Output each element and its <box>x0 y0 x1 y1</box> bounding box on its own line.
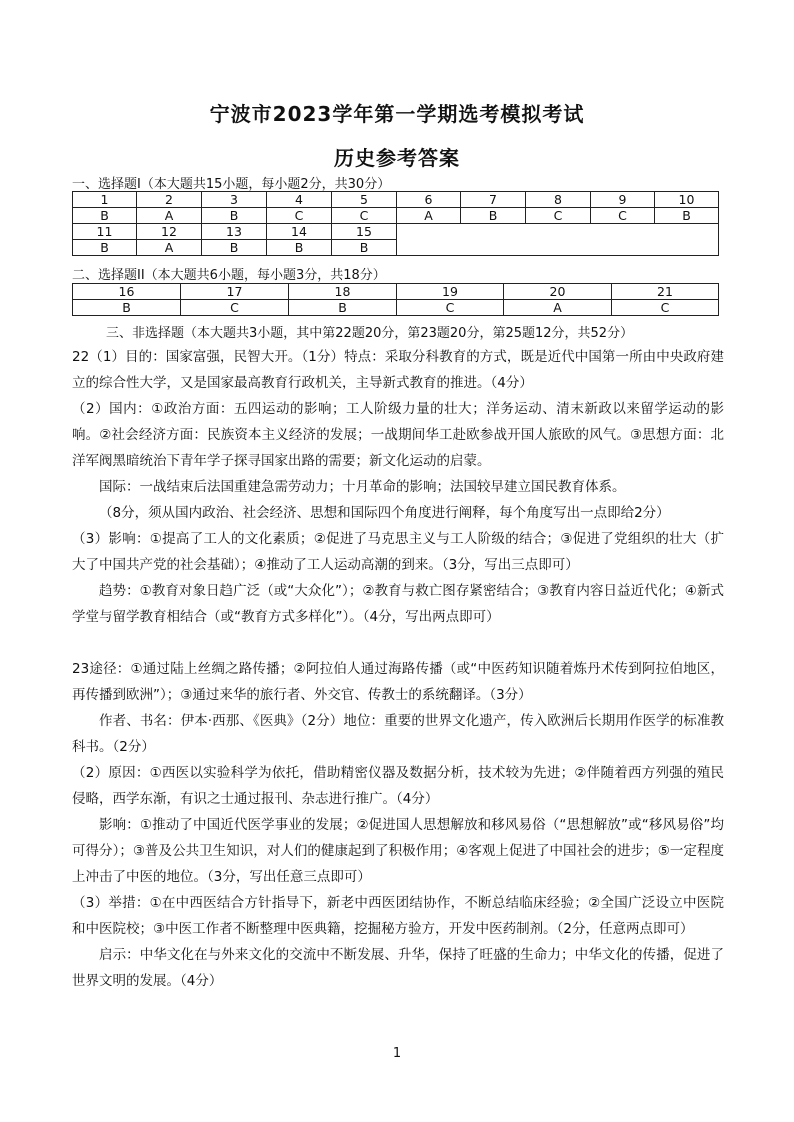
answer-cell: A <box>137 240 202 256</box>
table-row <box>73 208 719 224</box>
answer-cell: B <box>289 300 397 316</box>
answer-cell: C <box>526 208 591 224</box>
question-number: 10 <box>655 192 719 208</box>
answer-cell: B <box>73 300 181 316</box>
section1-answer-table <box>72 191 719 256</box>
section1-heading: 一、选择题I（本大题共15小题，每小题2分，共30分） <box>72 177 391 192</box>
section3-heading: 三、非选择题（本大题共3小题，其中第22题20分，第23题20分，第25题12分，共52分） <box>106 326 634 341</box>
q22-part2-domestic: （2）国内：①政治方面：五四运动的影响；工人阶级力量的壮大；洋务运动、清末新政以来留学运动的影响。②社会经济方面：民族资本主义经济的发展；一战期间华工赴欧参战开国人旅欧的风气。③思想方面：北洋军阀黑暗统治下青年学子探寻国家出路的需要；新文化运动的启蒙。 <box>72 401 724 469</box>
question-number: 17 <box>181 284 289 300</box>
table-row <box>73 192 719 208</box>
question-number: 1 <box>73 192 137 208</box>
answer-cell: B <box>332 240 397 256</box>
question-number: 14 <box>267 224 332 240</box>
answer-cell: A <box>397 208 461 224</box>
question-number: 9 <box>591 192 655 208</box>
question-number: 15 <box>332 224 397 240</box>
question-number: 3 <box>202 192 267 208</box>
answer-cell: B <box>461 208 526 224</box>
answer-cell: A <box>137 208 202 224</box>
question-number: 2 <box>137 192 202 208</box>
q23-part2-impact: 影响：①推动了中国近代医学事业的发展；②促进国人思想解放和移风易俗（“思想解放”或“移风易俗”均可得分）；③普及公共卫生知识，对人们的健康起到了积极作用；④客观上促进了中国社会的进步；⑤一定程度上冲击了中医的地位。（3分，写出任意三点即可） <box>72 817 724 885</box>
table-row <box>73 300 719 316</box>
question-number: 19 <box>397 284 504 300</box>
page-number: 1 <box>392 1046 402 1061</box>
q22-part3-impact: （3）影响：①提高了工人的文化素质；②促进了马克思主义与工人阶级的结合；③促进了党组织的壮大（扩大了中国共产党的社会基础）；④推动了工人运动高潮的到来。（3分，写出三点即可） <box>72 531 724 573</box>
question-number: 21 <box>612 284 719 300</box>
exam-title: 宁波市2023学年第一学期选考模拟考试 <box>209 102 585 126</box>
question-number: 5 <box>332 192 397 208</box>
question-number: 16 <box>73 284 181 300</box>
empty-cell <box>397 224 719 256</box>
section2-answer-table <box>72 283 719 316</box>
answer-cell: B <box>202 208 267 224</box>
q22-part2-international: 国际：一战结束后法国重建急需劳动力；十月革命的影响；法国较早建立国民教育体系。 <box>99 479 626 495</box>
q23-part1-author: 作者、书名：伊本·西那、《医典》（2分）地位：重要的世界文化遗产，传入欧洲后长期用作医学的标准教科书。（2分） <box>72 713 724 755</box>
question-number: 7 <box>461 192 526 208</box>
answer-cell: B <box>202 240 267 256</box>
answer-key-title: 历史参考答案 <box>334 146 460 170</box>
answer-cell: B <box>73 240 137 256</box>
q22-part2-scoring: （8分，须从国内政治、社会经济、思想和国际四个角度进行阐释，每个角度写出一点即给2分） <box>99 505 670 521</box>
q22-part3-trend: 趋势：①教育对象日趋广泛（或“大众化”）；②教育与救亡图存紧密结合；③教育内容日益近代化；④新式学堂与留学教育相结合（或“教育方式多样化”）。（4分，写出两点即可） <box>72 583 724 625</box>
answer-body <box>72 344 724 994</box>
question-number: 11 <box>73 224 137 240</box>
question-number: 20 <box>504 284 612 300</box>
q23-part3-measures: （3）举措：①在中西医结合方针指导下，新老中西医团结协作，不断总结临床经验；②全国广泛设立中医院和中医院校；③中医工作者不断整理中医典籍，挖掘秘方验方，开发中医药制剂。（2分，任意两点即可） <box>72 895 724 937</box>
q22-part1: 22（1）目的：国家富强，民智大开。（1分）特点：采取分科教育的方式，既是近代中国第一所由中央政府建立的综合性大学，又是国家最高教育行政机关，主导新式教育的推进。（4分） <box>72 349 724 391</box>
table-row <box>73 284 719 300</box>
answer-cell: C <box>181 300 289 316</box>
answer-cell: B <box>73 208 137 224</box>
question-number: 6 <box>397 192 461 208</box>
section2-heading: 二、选择题II（本大题共6小题，每小题3分，共18分） <box>72 268 386 283</box>
answer-cell: C <box>612 300 719 316</box>
q23-part2-reasons: （2）原因：①西医以实验科学为依托，借助精密仪器及数据分析，技术较为先进；②伴随着西方列强的殖民侵略，西学东渐，有识之士通过报刊、杂志进行推广。（4分） <box>72 765 724 807</box>
answer-cell: C <box>267 208 332 224</box>
question-number: 4 <box>267 192 332 208</box>
answer-cell: C <box>591 208 655 224</box>
answer-cell: C <box>397 300 504 316</box>
q23-part1-routes: 23途径：①通过陆上丝绸之路传播；②阿拉伯人通过海路传播（或“中医药知识随着炼丹术传到阿拉伯地区，再传播到欧洲”）；③通过来华的旅行者、外交官、传教士的系统翻译。（3分） <box>72 661 724 703</box>
q23-part3-insight: 启示：中华文化在与外来文化的交流中不断发展、升华，保持了旺盛的生命力；中华文化的传播，促进了世界文明的发展。（4分） <box>72 947 724 989</box>
answer-cell: B <box>267 240 332 256</box>
question-number: 8 <box>526 192 591 208</box>
question-number: 18 <box>289 284 397 300</box>
table-row <box>73 224 719 240</box>
answer-cell: C <box>332 208 397 224</box>
question-number: 13 <box>202 224 267 240</box>
answer-cell: A <box>504 300 612 316</box>
answer-cell: B <box>655 208 719 224</box>
question-number: 12 <box>137 224 202 240</box>
